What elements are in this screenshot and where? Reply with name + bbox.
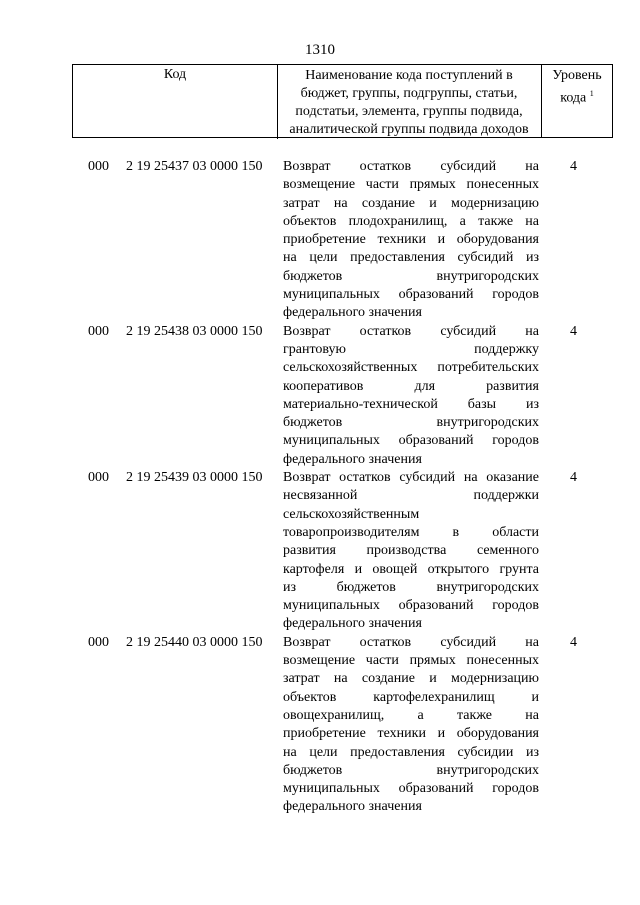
- row-code: 2 19 25440 03 0000 150: [126, 634, 263, 650]
- row-name-line: федерального значения: [283, 616, 422, 632]
- row-name-line: федерального значения: [283, 799, 422, 815]
- row-name-line: материально-технической базы из: [283, 396, 539, 412]
- row-prefix: 000: [88, 470, 109, 486]
- table-row: [0, 158, 640, 323]
- row-name-line: Возврат остатков субсидий на: [283, 159, 539, 174]
- row-name-line: федерального значения: [283, 451, 422, 467]
- row-name-line: муниципальных образований городов: [283, 287, 539, 303]
- row-level: 4: [570, 634, 577, 650]
- row-name-line: приобретение техники и оборудования: [283, 726, 539, 742]
- header-code: Код: [73, 65, 278, 139]
- footnote-mark: 1: [589, 89, 594, 98]
- row-name: [283, 158, 539, 323]
- row-name: [283, 634, 539, 817]
- table-row: [0, 469, 640, 634]
- row-name-line: развития производства семенного: [283, 543, 539, 559]
- header-name-line: аналитической группы подвида доходов: [289, 122, 529, 137]
- header-level-line1: Уровень: [552, 68, 602, 83]
- row-name: [283, 469, 539, 634]
- header-level-line2: [542, 85, 612, 108]
- header-name-line: бюджет, группы, подгруппы, статьи,: [300, 86, 518, 101]
- row-name-line: муниципальных образований городов: [283, 781, 539, 797]
- row-name-line: грантовую поддержку: [283, 341, 539, 357]
- header-name-line: Наименование кода поступлений в: [305, 68, 513, 83]
- row-name-line: возмещение части прямых понесенных: [283, 653, 539, 669]
- row-name-line: бюджетов внутригородских: [283, 415, 539, 431]
- row-prefix: 000: [88, 323, 109, 339]
- header-name: [277, 65, 542, 137]
- row-level: 4: [570, 470, 577, 486]
- row-name-line: возмещение части прямых понесенных: [283, 177, 539, 193]
- row-name-line: из бюджетов внутригородских: [283, 579, 539, 595]
- table-row: [0, 323, 640, 469]
- row-name-line: затрат на создание и модернизацию: [283, 195, 539, 211]
- row-name-line: картофеля и овощей открытого грунта: [283, 561, 539, 577]
- row-name-line: бюджетов внутригородских: [283, 268, 539, 284]
- row-code: 2 19 25438 03 0000 150: [126, 323, 263, 339]
- row-name-line: Возврат остатков субсидий на оказание: [283, 470, 539, 486]
- page-number: 1310: [305, 42, 335, 58]
- table-row: [0, 634, 640, 817]
- row-prefix: 000: [88, 159, 109, 174]
- table-body: [0, 158, 640, 817]
- row-name: [283, 323, 539, 469]
- row-name-line: бюджетов внутригородских: [283, 762, 539, 778]
- row-name-line: товаропроизводителям в области: [283, 524, 539, 540]
- row-name-line: овощехранилищ, а также на: [283, 707, 539, 723]
- row-name-line: затрат на создание и модернизацию: [283, 671, 539, 687]
- row-name-line: муниципальных образований городов: [283, 598, 539, 614]
- header-level: [542, 65, 612, 137]
- row-code: 2 19 25439 03 0000 150: [126, 470, 263, 486]
- row-name-line: на цели предоставления субсидий из: [283, 250, 539, 266]
- row-name-line: федерального значения: [283, 305, 422, 321]
- row-name-line: на цели предоставления субсидии из: [283, 744, 539, 760]
- row-name-line: объектов плодохранилищ, а также на: [283, 213, 539, 229]
- row-level: 4: [570, 323, 577, 339]
- row-code: 2 19 25437 03 0000 150: [126, 159, 263, 174]
- table-header: [72, 64, 613, 138]
- row-name-line: объектов картофелехранилищ и: [283, 689, 539, 705]
- row-name-line: приобретение техники и оборудования: [283, 232, 539, 248]
- row-name-line: Возврат остатков субсидий на: [283, 323, 539, 339]
- row-name-line: сельскохозяйственным: [283, 506, 420, 522]
- row-name-line: кооперативов для развития: [283, 378, 539, 394]
- row-name-line: муниципальных образований городов: [283, 433, 539, 449]
- row-name-line: несвязанной поддержки: [283, 488, 539, 504]
- row-name-line: сельскохозяйственных потребительских: [283, 360, 539, 376]
- row-level: 4: [570, 159, 577, 174]
- header-level-word: кода: [560, 90, 587, 106]
- header-name-line: подстатьи, элемента, группы подвида,: [295, 104, 523, 119]
- row-name-line: Возврат остатков субсидий на: [283, 634, 539, 650]
- row-prefix: 000: [88, 634, 109, 650]
